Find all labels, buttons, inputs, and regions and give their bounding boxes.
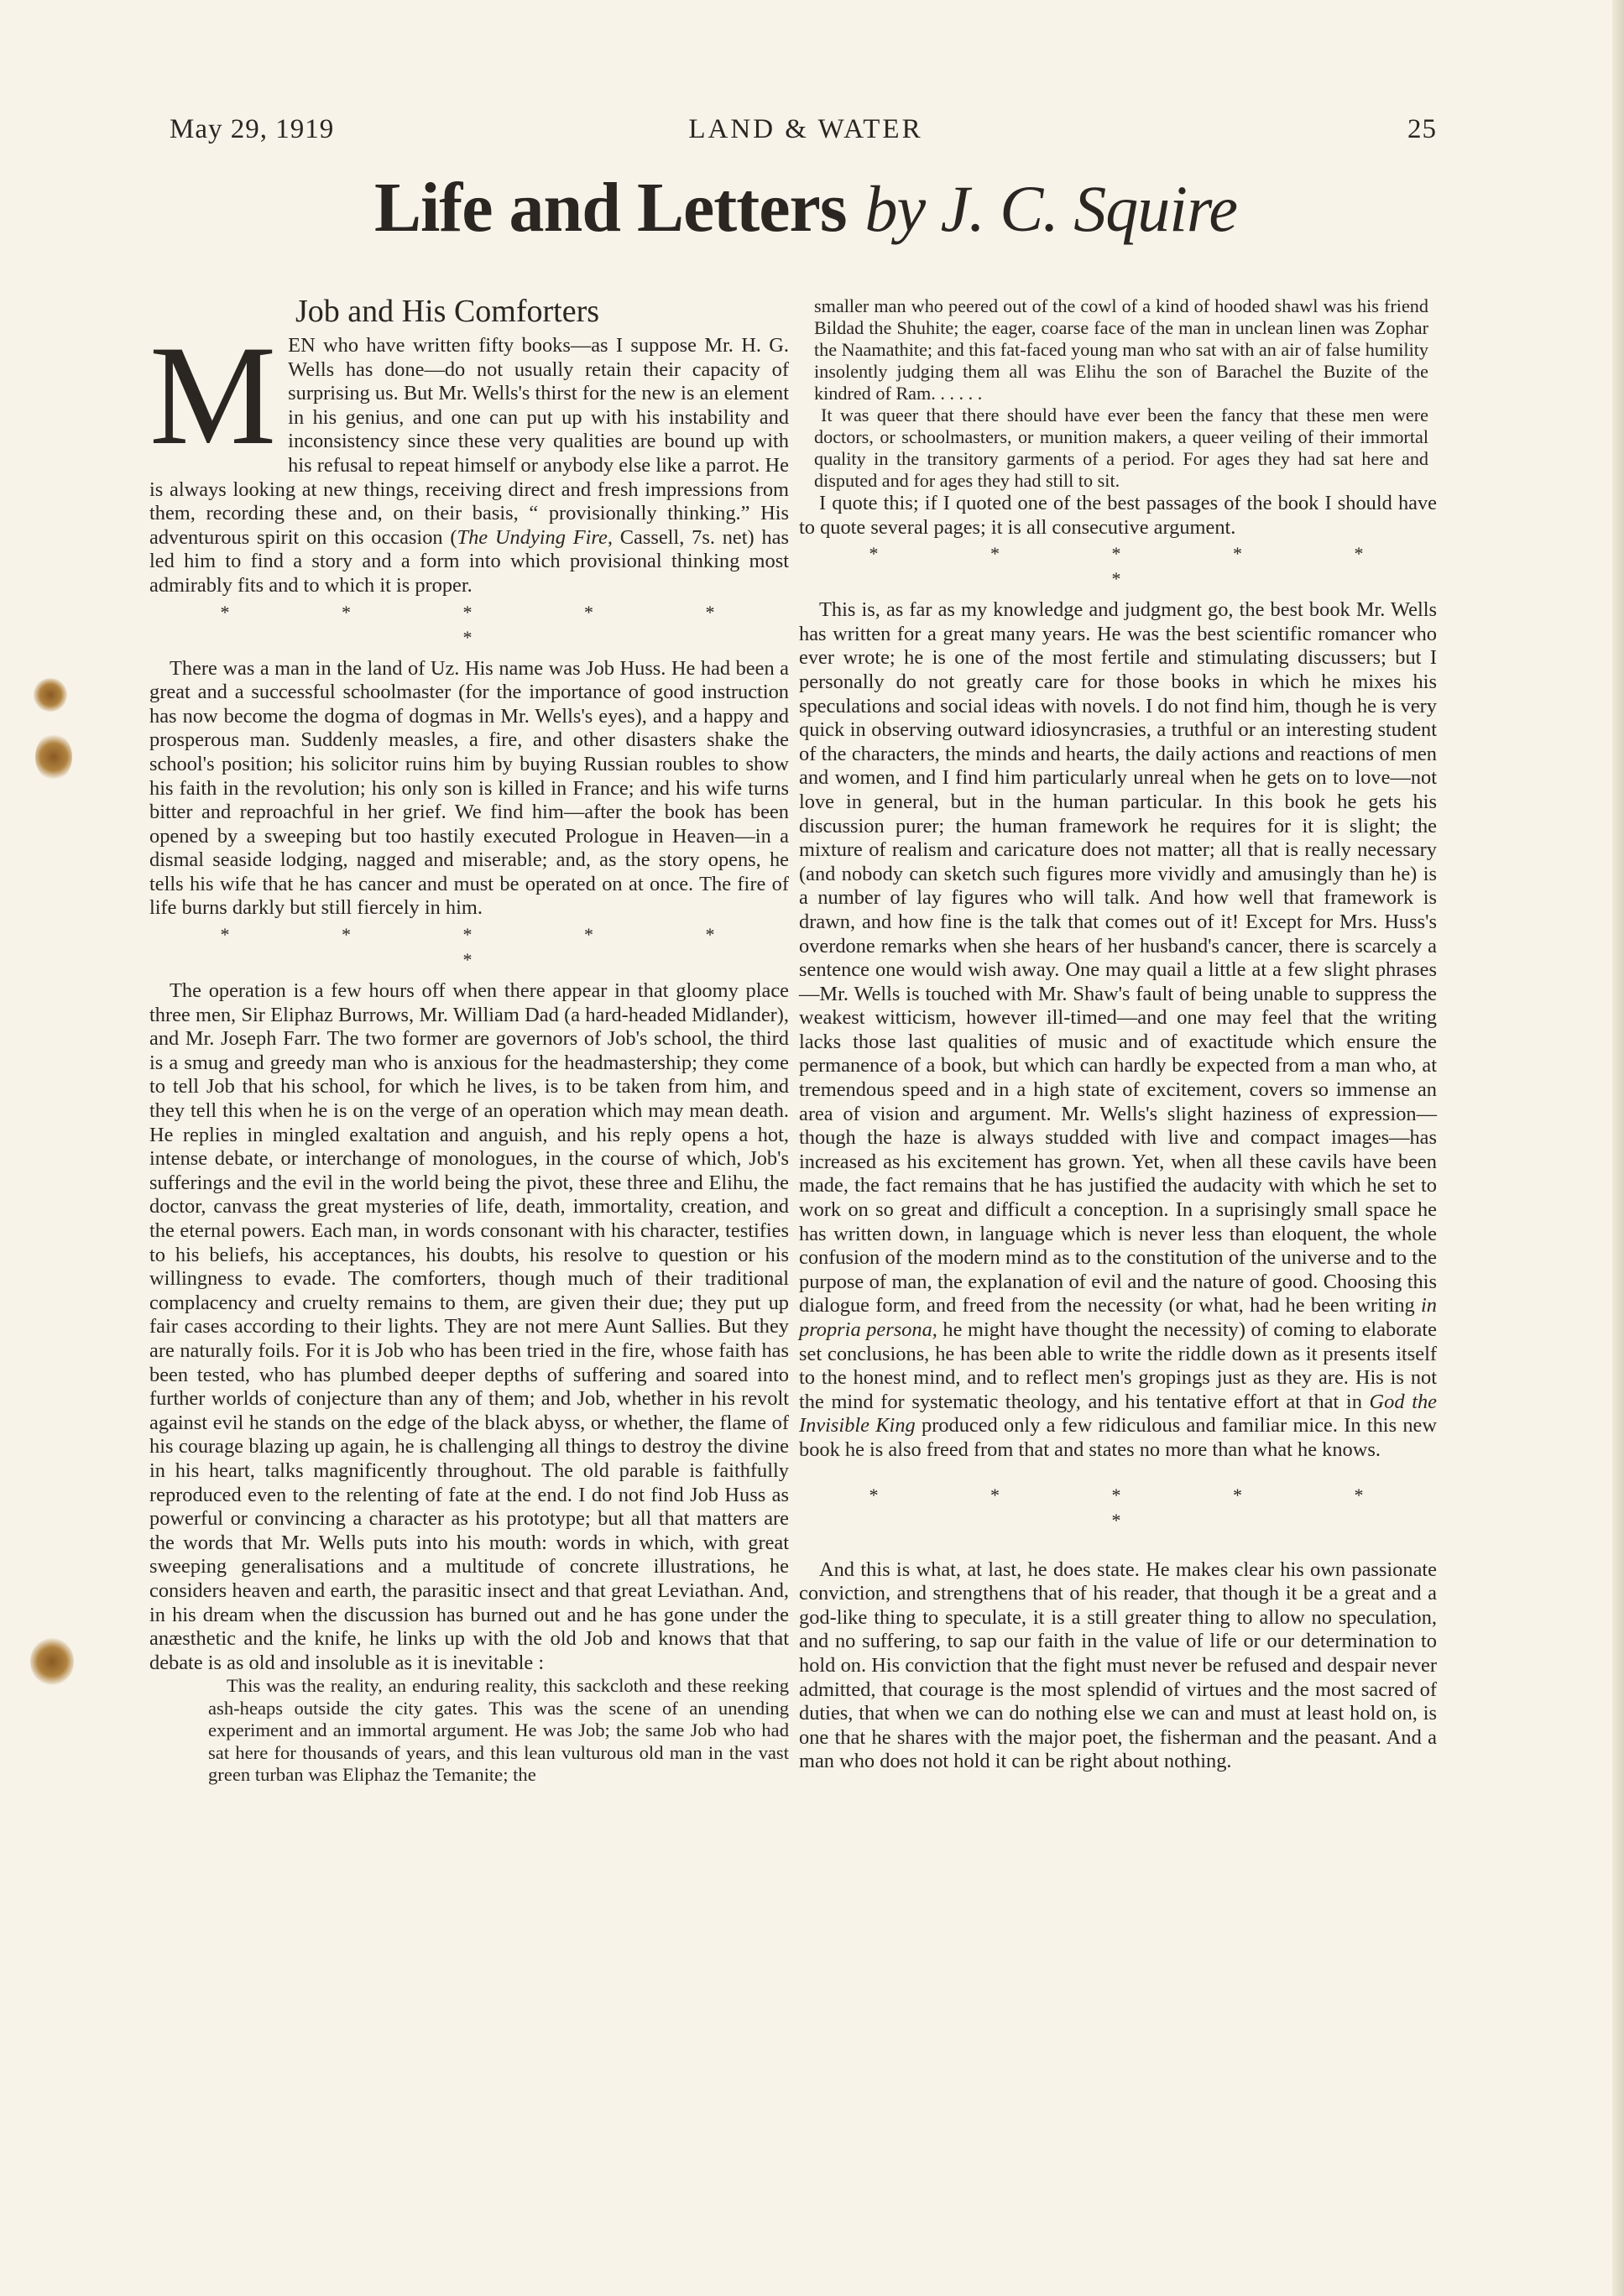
- drop-cap: M: [149, 316, 277, 474]
- section-break: * * * * * *: [869, 1484, 1418, 1531]
- book-title: God the Invisible King: [799, 1390, 1437, 1438]
- block-quote-1-continued: smaller man who peered out of the cowl of a kind of hooded shawl was his friend Bildad the Shuhite; the eager, coarse face of the man in unclean linen was Zophar the Naamathite; and this fat-faced young man who sat with an air of false humility insolently judging them all was Elihu the son of Barachel the Buzite of the kindred of Ram. . . . . .: [814, 295, 1428, 404]
- section-break: * * * * * *: [220, 924, 769, 971]
- paragraph-5: This is, as far as my knowledge and judgment go, the best book Mr. Wells has written for a great many years. He was the best scientific romancer who ever wrote; he is one of the most fertile and stimulating discussers; but I personally do not greatly care for those books in which he mixes his speculations and social ideas with novels. I do not find him, though he is very quick in observing outward idiosyncrasies, a truthful or an interesting student of the characters, the minds and hearts, the daily actions and reactions of men and women, and I find him particularly unreal when he gets on to love—not love in general, but in the human particular. In this book he gets his discussion purer; the human framework he requires for it is slight; the mixture of realism and caricature does not matter; all that is really necessary (and nobody can sketch such figures more vividly and amusingly than he) is a number of lay figures who will talk. And how well that framework is drawn, and how fine is the talk that comes out of it! Except for Mrs. Huss's overdone remarks when she hears of her husband's cancer, there is scarcely a sentence one would wish away. One may quail a little at a few slight phrases—Mr. Wells is touched with Mr. Shaw's fault of being unable to suppress the weakest witticism, however ill-timed—and one may feel that the writing lacks those last qualities of music and of exactitude which ensure the permanence of a book, but which can hardly be expected from a man who, at tremendous speed and in a high state of excitement, covers so immense an area of vision and argument. Mr. Wells's slight haziness of expression—though the haze is always studded with live and compact images—has increased as his excitement has grown. Yet, when all these cavils have been made, the fact remains that he has justified the audacity with which he set to work on so great and difficult a conception. In a suprisingly small space he has written down, in language which is never less than eloquent, the whole confusion of the modern mind as to the constitution of the universe and to the purpose of man, the explanation of evil and the nature of good. Choosing this dialogue form, and freed from the necessity (or what, had he been writing in propria persona, he might have thought the necessity) of coming to elaborate set conclusions, he has been able to write the riddle down as it presents itself to the honest mind, and to reflect men's gropings just as they are. His is not the mind for systematic theology, and his tentative effort at that in God the Invisible King produced only a few ridiculous and familiar mice. In this new book he is also freed from that and states no more than what he knows.: [799, 598, 1437, 1461]
- block-quote-2: It was queer that there should have ever been the fancy that these men were doctors, or schoolmasters, or munition makers, a queer veiling of their immortal quality in the transitory garments of a period. For ages they had sat here and disputed and for ages they had still to sit.: [814, 404, 1428, 491]
- page-number: 25: [1407, 114, 1437, 144]
- right-column: [799, 295, 1437, 1774]
- book-title: The Undying Fire,: [457, 525, 613, 549]
- italic-phrase: in propria persona,: [799, 1294, 1437, 1341]
- foxing-stain: [35, 733, 72, 780]
- title-main: Life and Letters: [373, 169, 847, 247]
- block-quote-1: This was the reality, an enduring reality, this sackcloth and these reeking ash-heaps outside the city gates. This was the scene of an unending experiment and an immortal argument. He was Job; the same Job who had sat here for thousands of years, and this lean vulturous old man in the vast green turban was Eliphaz the Temanite; the: [208, 1675, 789, 1785]
- page-header: [168, 114, 1444, 156]
- paragraph-3: The operation is a few hours off when there appear in that gloomy place three men, Sir Eliphaz Burrows, Mr. William Dad (a hard-headed Midlander), and Mr. Joseph Farr. The two former are governors of Job's school, the third is a smug and greedy man who is anxious for the headmastership; they come to tell Job that his school, for which he lives, is to be taken from him, and they tell this when he is on the verge of an operation which may mean death. He replies in mingled exaltation and anguish, and his reply opens a hot, intense debate, or interchange of monologues, in the course of which, Job's sufferings and the evil in the world being the pivot, these three and Elihu, the doctor, canvass the great mysteries of life, death, immortality, creation, and the eternal powers. Each man, in words consonant with his character, testifies to his beliefs, his acceptances, his doubts, his resolve to question or his willingness to evade. The comforters, though much of their traditional complacency and cruelty remains to them, are given their due; they put up fair cases according to their lights. They are not mere Aunt Sallies. But they are naturally foils. For it is Job who has been tried in the fire, whose faith has been tested, who has plumbed deeper depths of suffering and soared into further worlds of conjecture than any of them; and Job, whether in his revolt against evil he stands on the edge of the black abyss, or whether, the flame of his courage blazing up again, he is challenging all things to destroy the divine in his heart, talks magnificently throughout. The old parable is faithfully reproduced even to the relenting of fate at the end. I do not find Job Huss as powerful or convincing a character as his prototype; but all that matters are the words that Mr. Wells puts into his mouth: words in which, with great sweeping generalisations and a multitude of concrete illustrations, he considers heaven and earth, the parasitic insect and that great Leviathan. And, in his dream when the discussion has burned out and he has gone under the anæsthetic and the knife, he links up with the old Job and knows that that debate is as old and insoluble as it is inevitable :: [149, 979, 789, 1674]
- issue-date: May 29, 1919: [170, 114, 335, 144]
- section-break: * * * * * *: [869, 543, 1418, 590]
- paragraph-1: MEN who have written fifty books—as I suppose Mr. H. G. Wells has done—do not usually retain their capacity of surprising us. But Mr. Wells's thirst for the new is an element in his genius, and one can put up with his instability and inconsistency since these very qualities are bound up with his refusal to repeat himself or anybody else like a parrot. He is always looking at new things, receiving direct and fresh impressions from them, recording these and, on their basis, “ provisionally thinking.” His adventurous spirit on this occasion (The Undying Fire, Cassell, 7s. net) has led him to find a story and a form into which provisional thinking most admirably fits and to which it is proper.: [149, 316, 789, 597]
- paragraph-2: There was a man in the land of Uz. His name was Job Huss. He had been a great and a successful schoolmaster (for the importance of good instruction has now become the dogma of dogmas in Mr. Wells's eyes), and a happy and prosperous man. Suddenly measles, a fire, and other disasters shake the school's position; his solicitor ruins him by buying Russian roubles to show his faith in the revolution; his only son is killed in France; and his wife turns bitter and reproachful in her grief. We find him—after the book has been opened by a sweeping but too hastily executed Prologue in Heaven—in a dismal seaside lodging, nagged and miserable; and, as the story opens, he tells his wife that he has cancer and must be operated on at once. The fire of life burns darkly but still fiercely in him.: [149, 656, 789, 920]
- paragraph-4: I quote this; if I quoted one of the best passages of the book I should have to quote several pages; it is all consecutive argument.: [799, 492, 1437, 539]
- masthead: LAND & WATER: [688, 114, 923, 144]
- page-edge: [1612, 0, 1624, 2296]
- foxing-stain: [30, 1638, 74, 1685]
- subheading: Job and His Comforters: [295, 294, 600, 329]
- left-column: [149, 292, 789, 1786]
- paragraph-6: And this is what, at last, he does state. He makes clear his own passionate conviction, and strengthens that of his reader, that though it be a great and a god-like thing to speculate, it is a still greater thing to allow no speculation, and no suffering, to sap our faith in the value of life or our determination to hold on. His conviction that the fight must never be refused and despair never admitted, that courage is the most splendid of virtues and the most sacred of duties, that when we can do nothing else we can and must at least hold on, is one that he shares with the major poet, the fisherman and the peasant. And a man who does not hold it can be right about nothing.: [799, 1558, 1437, 1773]
- article-title: [168, 169, 1444, 247]
- title-byline: by J. C. Squire: [864, 172, 1238, 245]
- foxing-stain: [34, 678, 67, 712]
- section-break: * * * * * *: [220, 601, 769, 648]
